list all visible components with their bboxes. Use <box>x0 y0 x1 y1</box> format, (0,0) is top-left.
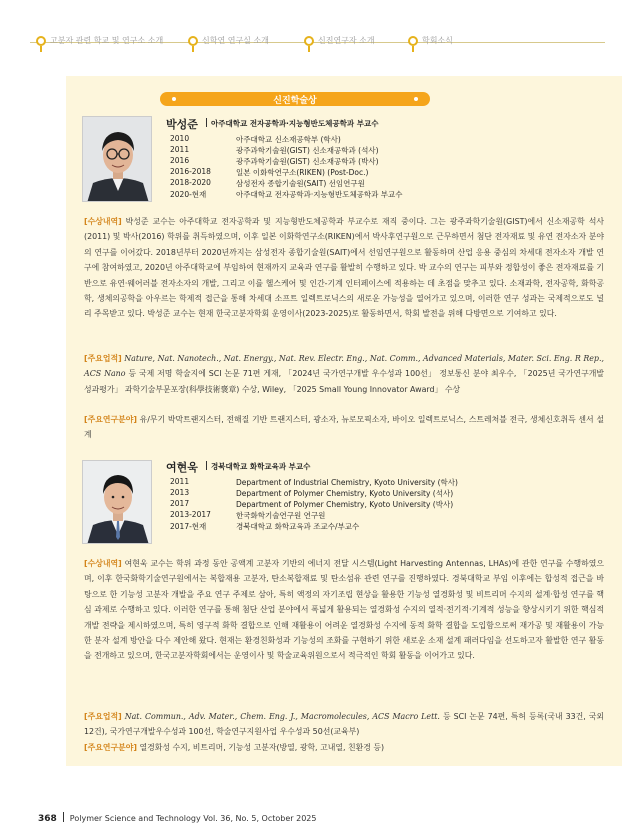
nav-item-label: 신진연구자 소개 <box>318 36 375 45</box>
research-field-label: [주요연구분야] <box>84 743 137 752</box>
career-year: 2010 <box>170 134 190 143</box>
research-field-text: 유/무기 박막트랜지스터, 전해질 기반 트랜지스터, 광소자, 뉴로모픽소자, 바이오 일렉트로닉스, 스트레처블 전극, 생체신호취득 센서 설계 <box>84 415 604 440</box>
research-field-label: [주요연구분야] <box>84 415 137 424</box>
main-achievements-text: 등 SCI 논문 74편, 특허 등록(국내 33건, 국외 12건), 국가연구개발우수성과 100선, 학술연구지원사업 우수성과 50선(교육부) <box>84 712 605 737</box>
person2-affiliation: 경북대학교 화학교육과 부교수 <box>211 462 311 471</box>
person2-photo <box>82 460 152 544</box>
nav-item-label: 학회소식 <box>422 36 453 45</box>
career-year: 2013-2017 <box>170 510 211 519</box>
page-footer <box>38 812 316 824</box>
person1-affiliation: 아주대학교 전자공학과·지능형반도체공학과 부교수 <box>211 119 379 128</box>
career-year: 2013 <box>170 488 190 497</box>
award-text: 여현욱 교수는 학위 과정 동안 공액계 고분자 기반의 에너지 전달 시스템(Light Harvesting Antennas, LHAs)에 관한 연구를 수행하였으며, 이후 한국화학기술연구원에서는 복합재용 고분자, 탄소복합재료 및 탄소섬유 관련 연구를 진행하였다. 경북대학교 부임 이후에는 합성적 접근을 바탕으로 한 기능성 고분자 개발을 주요 연구 주제로 삼아, 특히 액정의 자기조립 현상을 활용한 기능성 열경화성 및 비트리머 수지의 설계·합성 연구를 핵심 과제로 수행하고 있다. 이러한 연구를 통해 첨단 산업 분야에서 폭넓게 활용되는 열경화성 수지의 열적·전기적·기계적 성능을 향상시키기 위한 핵심적 개발 전략을 제시하였으며, 특히 영구적 화학 결합으로 인해 재활용이 어려운 열경화성 수지에 동적 화학 결합을 도입함으로써 재가공 및 재활용이 가능한 분자 설계 방안을 다수 제안해 왔다. 현재는 환경친화성과 기능성의 조화를 구현하기 위한 새로운 소재 설계 패러다임을 선도하고자 활발한 연구 활동을 전개하고 있으며, 한국고분자학회에서는 운영이사 및 학술교육위원으로서 적극적인 학회 활동을 이어가고 있다. <box>84 559 604 661</box>
career-desc: 한국화학기술연구원 연구원 <box>236 511 326 520</box>
career-desc: 광주과학기술원(GIST) 신소재공학과 (석사) <box>236 146 379 155</box>
main-achievements-label: [주요업적] <box>84 712 122 721</box>
career-year: 2020-현재 <box>170 190 207 199</box>
top-navigation <box>0 0 622 70</box>
bullet-icon <box>414 97 418 101</box>
portrait-icon <box>83 461 152 544</box>
journal-list: Nature, Nat. Nanotech., Nat. Energy., Nat. Rev. Electr. Eng., Nat. Comm., Advanced Materials, Mater. Sci. Eng. R Rep., ACS Nano <box>84 354 604 379</box>
person1-field-paragraph <box>84 412 604 443</box>
career-year: 2018-2020 <box>170 178 211 187</box>
journal-list: Nat. Commun., Adv. Mater., Chem. Eng. J., Macromolecules, ACS Macro Lett. <box>124 712 440 721</box>
award-text: 박성준 교수는 아주대학교 전자공학과 및 지능형반도체공학과 부교수로 재직 중이다. 그는 광주과학기술원(GIST)에서 신소재공학 석사(2011) 및 박사(2016) 학위를 취득하였으며, 이후 일본 이화학연구소(RIKEN)에서 박사후연구원으로 근무하면서 첨단 전자재료 및 유연 전자소자 분야의 연구를 이어갔다. 2018년부터 2020년까지는 삼성전자 종합기술원(SAIT)에서 선임연구원으로 활동하며 산업 응용 중심의 차세대 전자소자 개발 연구에 참여하였고, 2020년 아주대학교에 부임하여 현재까지 교육과 연구를 활발히 수행하고 있다. 박 교수의 연구는 피부와 정합성이 좋은 전자재료를 기반으로 유연·웨어러블 전자소자의 개발, 그리고 이를 헬스케어 및 인간-기계 인터페이스에 적용하는 데 초점을 맞추고 있다. 소재과학, 전자공학, 화학공학, 생체의공학을 아우르는 학제적 접근을 통해 차세대 소프트 일렉트로닉스의 새로운 가능성을 열어가고 있으며, 이러한 연구 성과는 국제적으로도 널리 주목받고 있다. 박성준 교수는 현재 한국고분자학회 운영이사(2023-2025)로 활동하면서, 학회 발전을 위해 다방면으로 기여하고 있다. <box>84 217 604 319</box>
career-year: 2016 <box>170 156 190 165</box>
career-year: 2011 <box>170 145 190 154</box>
career-year: 2017-현재 <box>170 522 207 531</box>
location-pin-icon <box>36 36 46 46</box>
section-title: 신진학술상 <box>273 96 317 106</box>
name-divider <box>206 118 207 127</box>
person2-field-paragraph <box>84 740 604 755</box>
career-year: 2016-2018 <box>170 167 211 176</box>
location-pin-icon <box>408 36 418 46</box>
person1-award-paragraph <box>84 214 604 322</box>
person2-award-paragraph <box>84 556 604 664</box>
career-desc: Department of Polymer Chemistry, Kyoto University (석사) <box>236 489 454 498</box>
nav-item-label: 고분자 관련 학교 및 연구소 소개 <box>50 36 164 45</box>
career-year: 2017 <box>170 499 190 508</box>
location-pin-icon <box>188 36 198 46</box>
career-desc: Department of Industrial Chemistry, Kyoto University (학사) <box>236 478 458 487</box>
nav-item-label: 신학연 연구실 소개 <box>202 36 269 45</box>
person1-career <box>170 134 590 204</box>
career-desc: 아주대학교 전자공학과·지능형반도체공학과 부교수 <box>236 190 403 199</box>
career-desc: 광주과학기술원(GIST) 신소재공학과 (박사) <box>236 157 379 166</box>
person1-photo <box>82 116 152 202</box>
career-desc: 삼성전자 종합기술원(SAIT) 선임연구원 <box>236 179 365 188</box>
career-year: 2011 <box>170 477 190 486</box>
location-pin-icon <box>304 36 314 46</box>
career-desc: Department of Polymer Chemistry, Kyoto University (박사) <box>236 500 454 509</box>
person1-name: 박성준 <box>166 118 198 131</box>
award-label: [수상내역] <box>84 559 122 568</box>
journal-info: Polymer Science and Technology Vol. 36, No. 5, October 2025 <box>69 814 317 823</box>
footer-divider <box>63 812 64 822</box>
main-achievements-label: [주요업적] <box>84 354 122 363</box>
section-banner <box>160 92 430 106</box>
career-desc: 일본 이화학연구소(RIKEN) (Post-Doc.) <box>236 168 369 177</box>
person2-name: 여현욱 <box>166 461 198 474</box>
page-number: 368 <box>38 814 57 824</box>
portrait-icon <box>83 117 152 202</box>
award-label: [수상내역] <box>84 217 122 226</box>
main-achievements-text: 등 국제 저명 학술지에 SCI 논문 71편 게재, 「2024년 국가연구개발 우수성과 100선」 정보통신 분야 최우수, 「2025년 국가연구개발 성과평가」 과학기술부문포장(科學技術褒章) 수상, Wiley, 「2025 Small Young Innovator Award」 수상 <box>84 369 604 394</box>
career-desc: 아주대학교 신소재공학부 (학사) <box>236 135 341 144</box>
person2-main-paragraph <box>84 709 604 740</box>
person1-main-paragraph <box>84 351 604 397</box>
research-field-text: 열경화성 수지, 비트리머, 기능성 고분자(방열, 광학, 고내열, 친환경 등) <box>139 743 385 752</box>
career-desc: 경북대학교 화학교육과 조교수/부교수 <box>236 522 360 531</box>
person2-career <box>170 477 590 537</box>
name-divider <box>206 461 207 470</box>
